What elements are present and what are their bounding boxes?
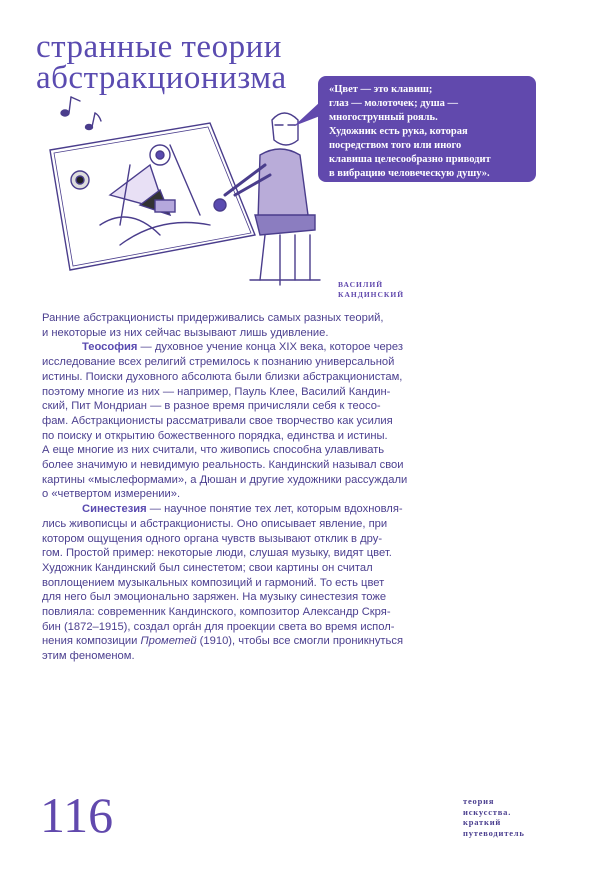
- page-number: 116: [40, 787, 114, 843]
- running-book-title: [463, 796, 525, 838]
- body-line: исследование всех религий стремилось к познанию универсальной: [42, 356, 395, 369]
- quote-line: глаз — молоточек; душа —: [329, 98, 459, 109]
- bubble-tail-icon: [292, 100, 322, 130]
- title-line-2: абстракционизма: [36, 60, 287, 96]
- intro-line: Ранние абстракционисты придерживались самых разных теорий,: [42, 312, 384, 324]
- body-line: более значимую и невидимую реальность. Кандинский называл свои: [42, 459, 404, 472]
- book-title-line: краткий: [463, 817, 502, 827]
- term-synesthesia: Синестезия: [82, 503, 147, 516]
- body-line: ский, Пит Мондриан — в разное время причисляли себя к теосо-: [42, 400, 381, 413]
- caption-line: ВАСИЛИЙ: [338, 280, 384, 289]
- book-title-line: путеводитель: [463, 827, 525, 838]
- body-line: поэтому многие из них — например, Пауль Клее, Василий Кандин-: [42, 385, 391, 398]
- intro-line: и некоторые из них сейчас вызывают лишь удивление.: [42, 326, 329, 339]
- term-theosophy: Теософия: [82, 341, 138, 354]
- book-title-line: искусства.: [463, 806, 512, 817]
- text-span: — духовное учение конца XIX века, которое через: [137, 341, 404, 354]
- book-title-line: теория: [463, 796, 495, 806]
- quote-line: клавиша целесообразно приводит: [329, 154, 491, 165]
- body-text: [42, 311, 407, 664]
- music-notes-icon: [61, 97, 101, 130]
- body-line: картины «мыслеформами», а Дюшан и другие художники рассуждали: [42, 473, 408, 486]
- caption-line: КАНДИНСКИЙ: [338, 290, 405, 299]
- body-line: [42, 634, 407, 649]
- body-line: фам. Абстракционисты рассматривали свое творчество как усилия: [42, 414, 393, 427]
- illustration-caption: [338, 280, 404, 300]
- quote-line: многострунный рояль.: [329, 112, 438, 123]
- body-line: Художник Кандинский был синестетом; свои картины он считал: [42, 561, 373, 574]
- body-line: для него был эмоционально заряжен. На музыку синестезия тоже: [42, 591, 387, 604]
- text-span: — научное понятие тех лет, которым вдохновля-: [146, 503, 403, 516]
- work-title-prometheus: Прометей: [140, 635, 197, 648]
- quote-line: «Цвет — это клавиш;: [329, 84, 433, 95]
- quote-line: посредством того или иного: [329, 140, 462, 151]
- title-line-1: странные теории: [36, 29, 282, 65]
- quote-line: в вибрацию человеческую душу».: [329, 168, 490, 179]
- text-span: нения композиции: [42, 635, 141, 648]
- body-line: бин (1872–1915), создал орга́н для проекции света во время испол-: [42, 620, 395, 633]
- body-line: воплощением музыкальных композиций и гармоний. То есть цвет: [42, 576, 385, 589]
- body-line: лись живописцы и абстракционисты. Оно описывает явление, при: [42, 517, 388, 530]
- text-span: (1910), чтобы все смогли проникнуться: [196, 635, 404, 648]
- body-line: истины. Поиски духовного абсолюта были близки абстракционистам,: [42, 370, 403, 383]
- body-line: котором ощущения одного органа чувств вызывают отклик в дру-: [42, 532, 383, 545]
- body-line: гом. Простой пример: некоторые люди, слушая музыку, видят цвет.: [42, 547, 392, 560]
- body-line: А еще многие из них считали, что живопись способна улавливать: [42, 444, 385, 457]
- quote-line: Художник есть рука, которая: [329, 126, 468, 137]
- kandinsky-quote: [329, 83, 491, 181]
- synesthesia-paragraph-start: [42, 502, 407, 517]
- body-line: повлияла: современник Кандинского, композитор Александр Скря-: [42, 606, 391, 619]
- body-line: этим феноменом.: [42, 650, 135, 663]
- theosophy-paragraph-start: [42, 340, 407, 355]
- body-line: о «четвертом измерении».: [42, 488, 181, 501]
- body-line: по поиску и открытию божественного порядка, единства и истины.: [42, 429, 388, 442]
